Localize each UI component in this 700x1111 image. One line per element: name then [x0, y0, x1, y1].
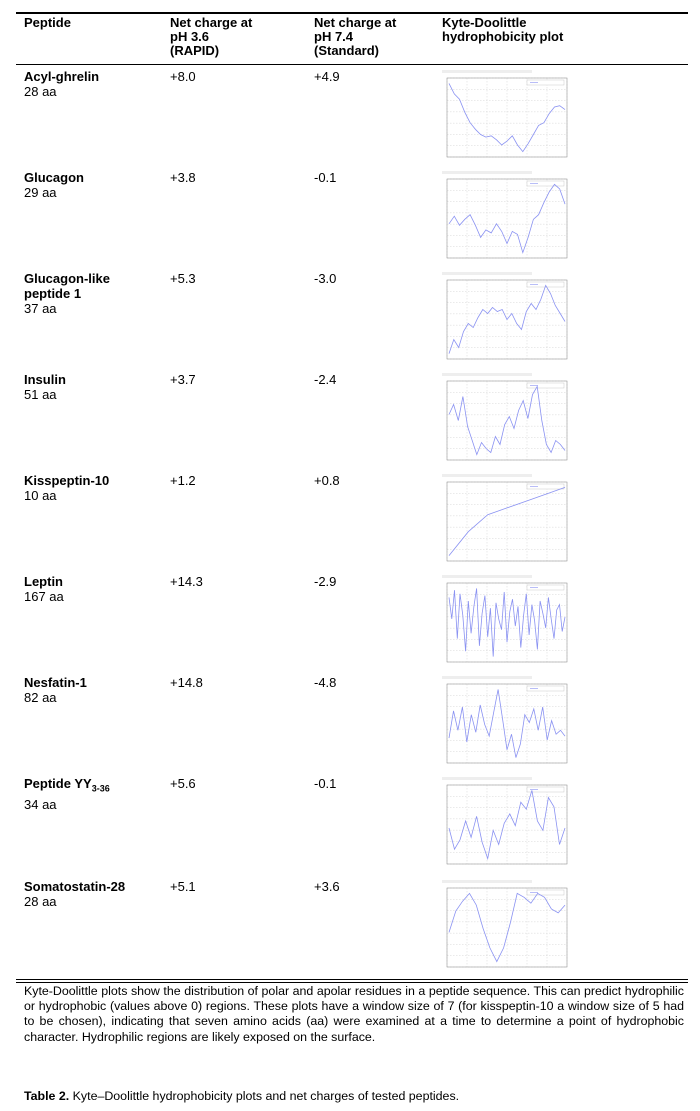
hydrophobicity-plot: [437, 776, 574, 872]
plot-title-mark: [442, 880, 532, 883]
table-row: [0, 675, 700, 775]
plot-title-mark: [442, 474, 532, 477]
peptide-cell: [24, 473, 109, 503]
plot-svg: [437, 170, 574, 266]
charge-standard-value: +3.6: [314, 879, 340, 894]
charge-rapid-value: +5.1: [170, 879, 196, 894]
hydrophobicity-plot: [437, 473, 574, 569]
plot-svg: [437, 879, 574, 975]
peptide-length: 82 aa: [24, 690, 57, 705]
charge-standard-value: -4.8: [314, 675, 337, 690]
plot-svg: [437, 473, 574, 569]
hydrophobicity-plot: [437, 170, 574, 266]
charge-rapid-value: +3.7: [170, 372, 196, 387]
plot-svg: [437, 574, 574, 670]
hydrophobicity-plot: [437, 271, 574, 367]
peptide-length: 34 aa: [24, 796, 57, 812]
header-peptide-text: Peptide: [24, 15, 71, 30]
table-caption-text: Kyte–Doolittle hydrophobicity plots and net charges of tested peptides.: [69, 1089, 460, 1103]
header-plot-line2: hydrophobicity plot: [442, 29, 564, 44]
plot-svg: [437, 675, 574, 771]
header-charge-standard-line2: pH 7.4: [314, 29, 354, 44]
table-top-rule: [16, 12, 688, 14]
peptide-cell: [24, 776, 110, 812]
peptide-cell: [24, 372, 66, 402]
peptide-name: Insulin: [24, 372, 66, 387]
table-row: [0, 170, 700, 270]
charge-rapid-value: +14.3: [170, 574, 203, 589]
table-row: [0, 574, 700, 674]
header-charge-rapid-line1: Net charge at: [170, 15, 253, 30]
table-footnote: Kyte-Doolittle plots show the distribution of polar and apolar residues in a peptide sequence. This can predict hydrophilic or hydrophobic (values above 0) regions. These plots have a window size of 7 (for kisspeptin-10 a window size of 5 had to be chosen), indicating that seven amino acids (aa) were examined at a time to determine a point of hydrophobic character. Hydrophilic regions are likely exposed on the surface.: [24, 984, 684, 1044]
plot-svg: [437, 69, 574, 165]
peptide-name-subscript: 3-36: [91, 783, 110, 794]
header-peptide: [24, 16, 71, 30]
table-row: [0, 776, 700, 876]
peptide-length: 51 aa: [24, 387, 57, 402]
peptide-name: Glucagon: [24, 170, 84, 185]
charge-standard-value: +4.9: [314, 69, 340, 84]
peptide-length: 28 aa: [24, 894, 57, 909]
peptide-name: Kisspeptin-10: [24, 473, 110, 488]
peptide-cell: [24, 879, 125, 909]
table-row: [0, 879, 700, 979]
peptide-cell: [24, 271, 110, 316]
header-bottom-rule: [16, 64, 688, 65]
plot-title-mark: [442, 70, 532, 73]
charge-rapid-value: +1.2: [170, 473, 196, 488]
peptide-name: Nesfatin-1: [24, 675, 87, 690]
peptide-name: Acyl-ghrelin: [24, 69, 100, 84]
peptide-cell: [24, 574, 64, 604]
charge-rapid-value: +3.8: [170, 170, 196, 185]
hydrophobicity-plot: [437, 879, 574, 975]
plot-title-mark: [442, 373, 532, 376]
header-plot-line1: Kyte-Doolittle: [442, 15, 527, 30]
table-bottom-rule: [16, 979, 688, 980]
table-row: [0, 372, 700, 472]
peptide-length: 10 aa: [24, 488, 57, 503]
charge-standard-value: -0.1: [314, 170, 337, 185]
plot-title-mark: [442, 777, 532, 780]
peptide-cell: [24, 170, 84, 200]
charge-rapid-value: +5.6: [170, 776, 196, 791]
table-bottom-rule-2: [16, 982, 688, 983]
peptide-cell: [24, 69, 99, 99]
charge-rapid-value: +14.8: [170, 675, 203, 690]
table-row: [0, 271, 700, 371]
hydrophobicity-plot: [437, 372, 574, 468]
plot-svg: [437, 372, 574, 468]
table-row: [0, 473, 700, 573]
header-charge-rapid-line2: pH 3.6: [170, 29, 210, 44]
peptide-length: 167 aa: [24, 589, 64, 604]
peptide-name: [24, 776, 110, 797]
hydrophobicity-plot: [437, 675, 574, 771]
charge-rapid-value: +8.0: [170, 69, 196, 84]
plot-svg: [437, 776, 574, 872]
plot-title-mark: [442, 676, 532, 679]
plot-title-mark: [442, 575, 532, 578]
plot-title-mark: [442, 171, 532, 174]
charge-standard-value: +0.8: [314, 473, 340, 488]
peptide-length: 29 aa: [24, 185, 57, 200]
header-charge-rapid: [170, 16, 252, 58]
peptide-cell: [24, 675, 87, 705]
peptide-name: Somatostatin-28: [24, 879, 126, 894]
peptide-name-line2: peptide 1: [24, 286, 82, 301]
charge-rapid-value: +5.3: [170, 271, 196, 286]
header-charge-standard-line1: Net charge at: [314, 15, 397, 30]
plot-svg: [437, 271, 574, 367]
header-charge-rapid-line3: (RAPID): [170, 43, 220, 58]
plot-title-mark: [442, 272, 532, 275]
hydrophobicity-plot: [437, 69, 574, 165]
header-plot: [442, 16, 563, 44]
charge-standard-value: -0.1: [314, 776, 337, 791]
header-charge-standard: [314, 16, 396, 58]
hydrophobicity-plot: [437, 574, 574, 670]
charge-standard-value: -2.9: [314, 574, 337, 589]
table-caption-label: Table 2.: [24, 1089, 70, 1103]
peptide-length: 37 aa: [24, 301, 57, 316]
peptide-length: 28 aa: [24, 84, 57, 99]
peptide-name: Leptin: [24, 574, 63, 589]
table-caption: [24, 1089, 459, 1103]
peptide-name-text: Peptide YY: [24, 776, 92, 791]
header-charge-standard-line3: (Standard): [314, 43, 379, 58]
charge-standard-value: -3.0: [314, 271, 337, 286]
charge-standard-value: -2.4: [314, 372, 337, 387]
peptide-name-line1: Glucagon-like: [24, 271, 110, 286]
table-row: [0, 69, 700, 169]
